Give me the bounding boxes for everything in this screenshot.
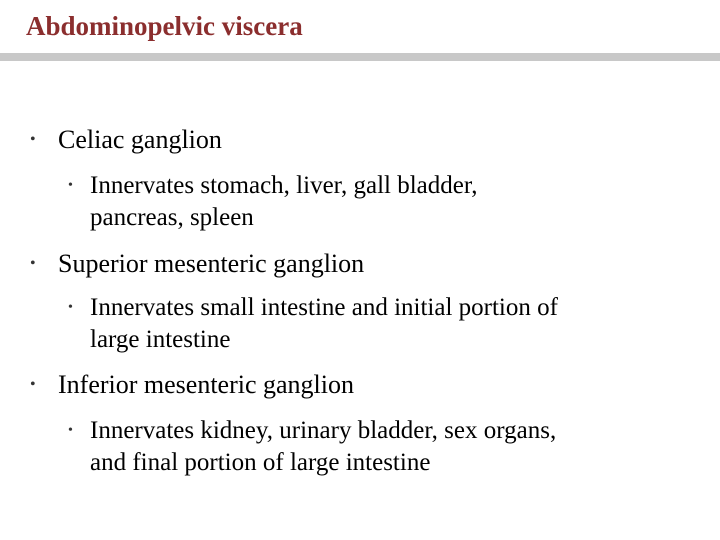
bullet-icon: • [30,255,36,272]
bullet-icon: • [30,376,36,393]
bullet-label: Superior mesenteric ganglion [58,249,365,278]
sub-bullet-superior [68,292,558,356]
slide-title: Abdominopelvic viscera [26,11,303,41]
sub-bullet-text: Innervates stomach, liver, gall bladder, pancreas, spleen [90,172,478,231]
bullet-superior-mesenteric-ganglion [30,248,365,280]
sub-bullet-inferior [68,415,557,479]
sub-bullet-text: Innervates kidney, urinary bladder, sex organs, and final portion of large intestine [90,417,557,476]
bullet-inferior-mesenteric-ganglion [30,369,354,401]
sub-bullet-icon: • [68,178,73,193]
sub-bullet-icon: • [68,300,73,315]
sub-bullet-text: Innervates small intestine and initial portion of large intestine [90,294,558,353]
bullet-label: Celiac ganglion [58,125,222,154]
bullet-label: Inferior mesenteric ganglion [58,370,354,399]
bullet-icon: • [30,131,36,148]
bullet-celiac-ganglion [30,124,222,156]
sub-bullet-celiac [68,170,478,234]
sub-bullet-icon: • [68,423,73,438]
